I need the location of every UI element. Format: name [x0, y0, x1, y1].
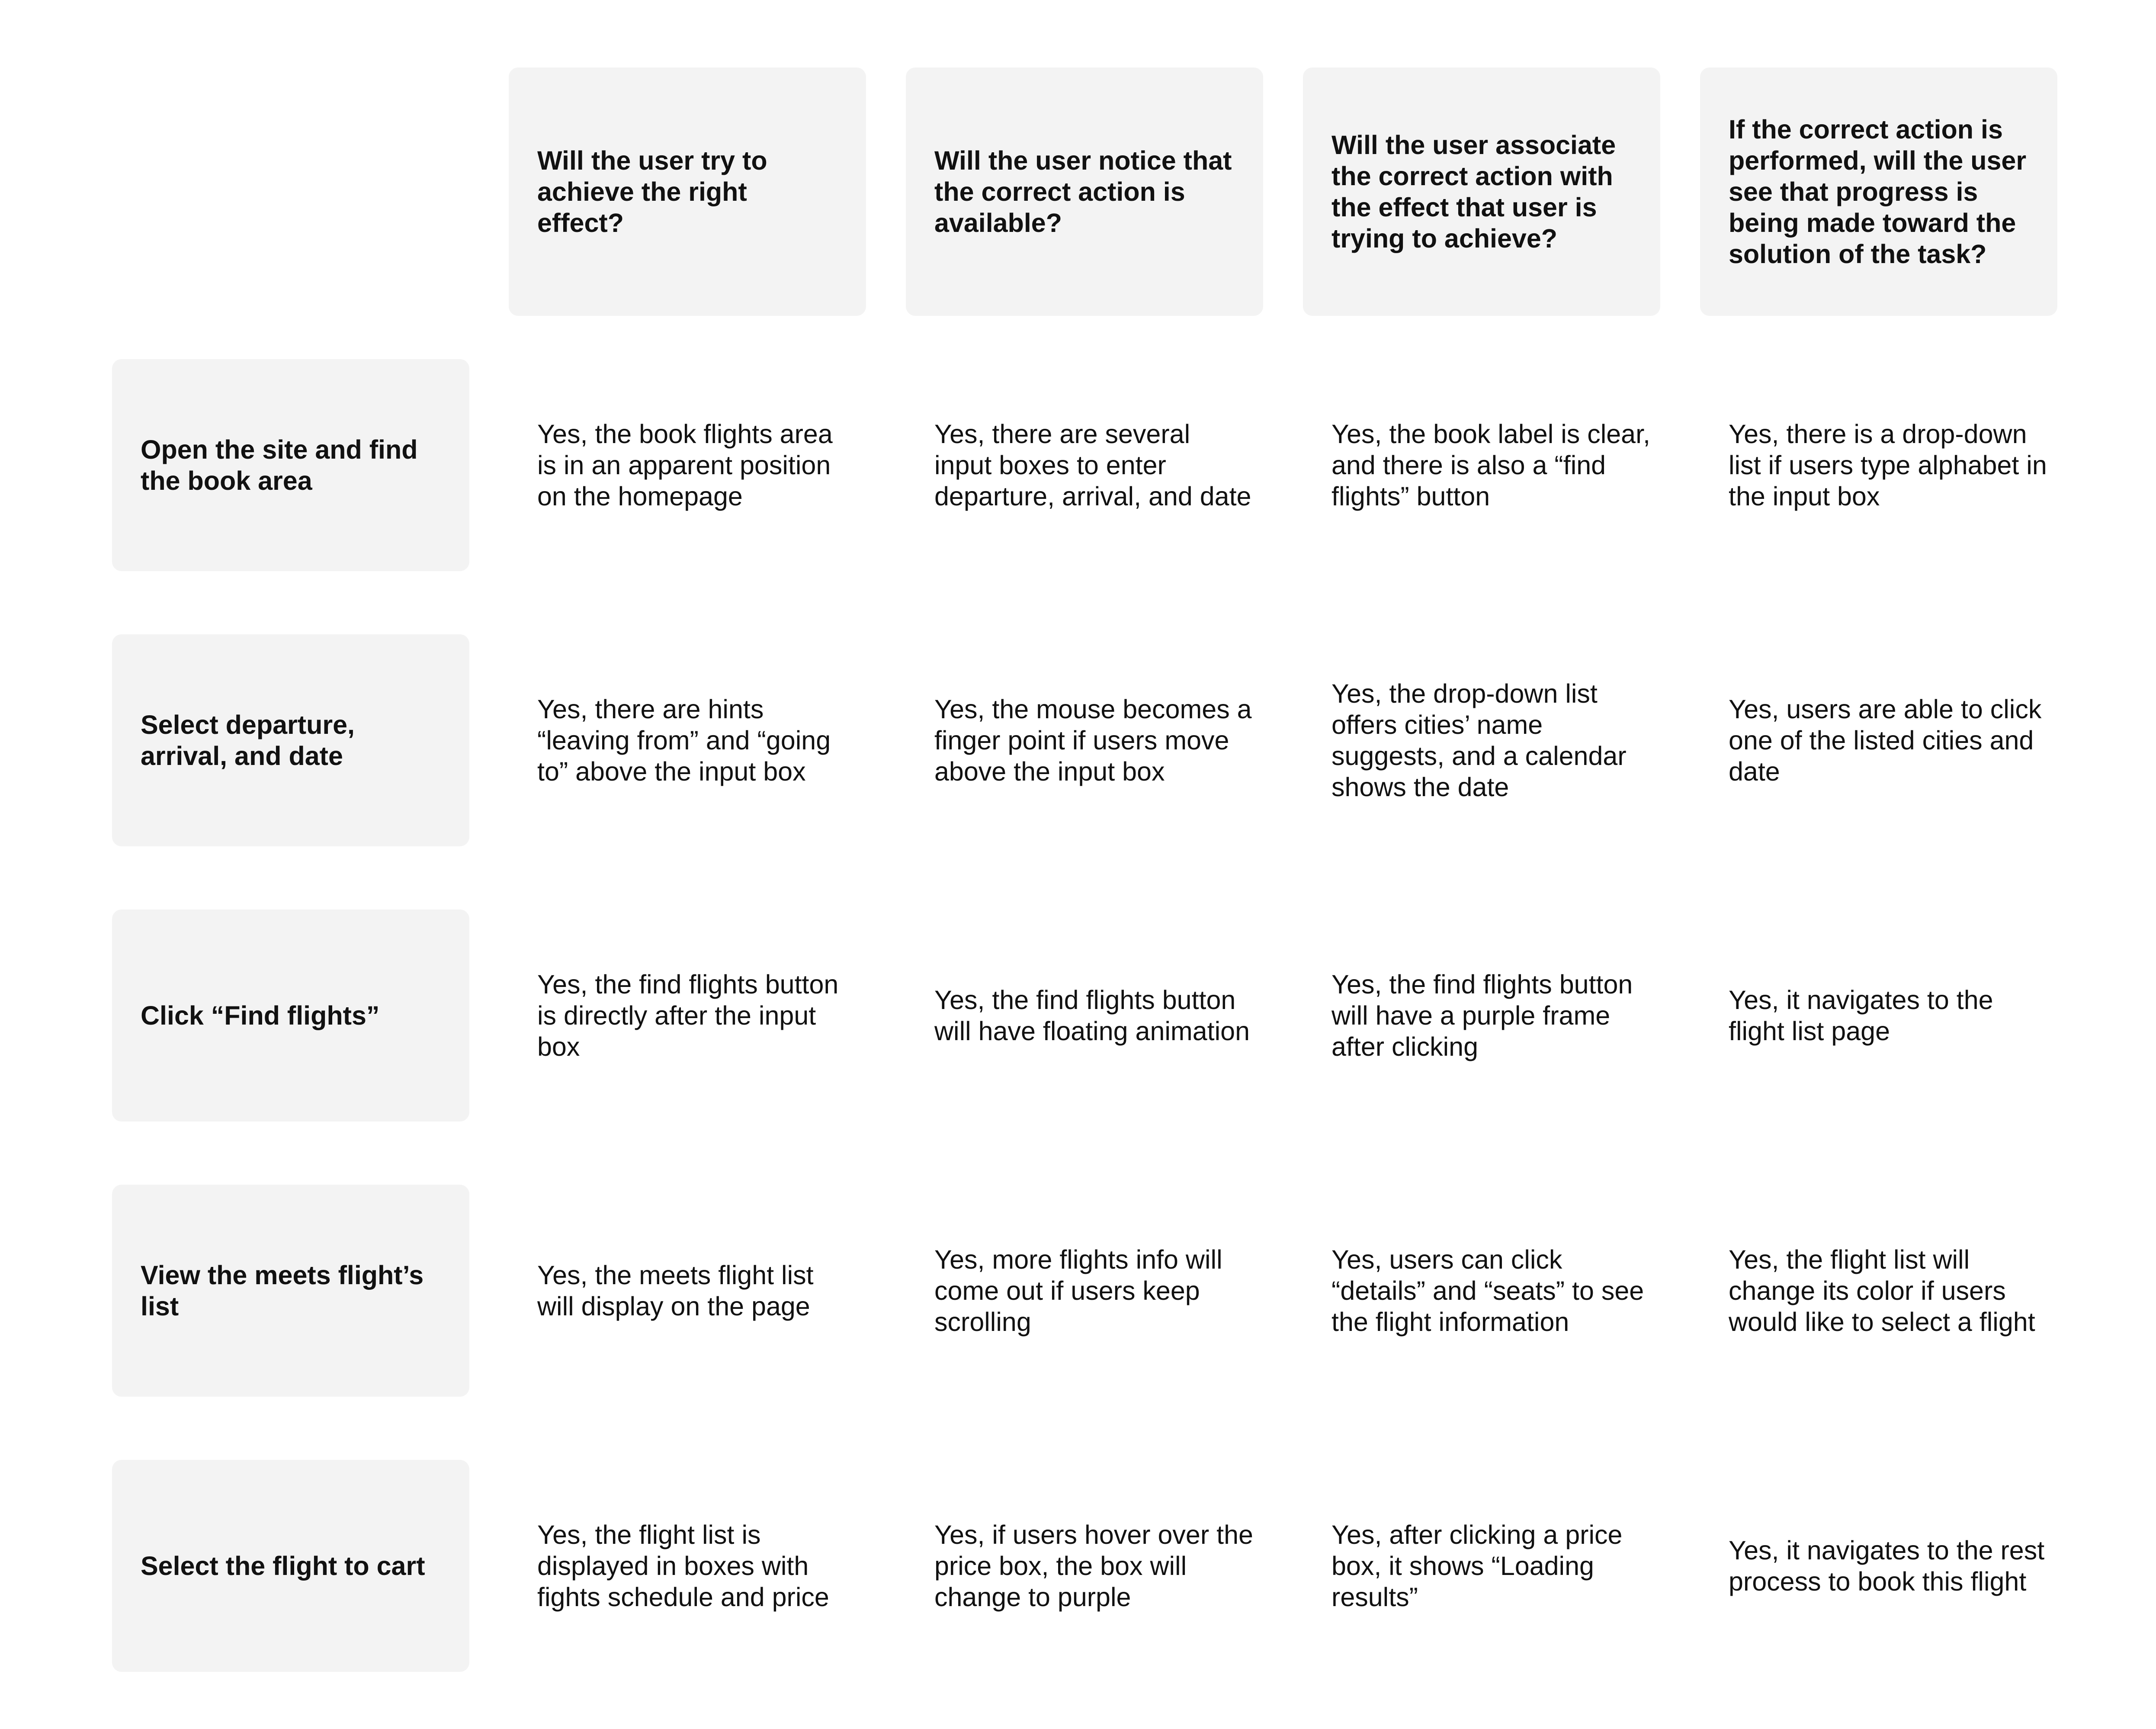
table-cell: [1729, 1185, 2049, 1397]
table-cell: [537, 909, 857, 1122]
cell-text: Yes, users are able to click one of the listed cities and date: [1729, 694, 2042, 786]
column-header-text: Will the user associate the correct action with the effect that user is trying to achieve?: [1331, 130, 1616, 253]
table-cell: [934, 1185, 1254, 1397]
row-label-text: Click “Find flights”: [141, 1001, 380, 1030]
table-cell: [1331, 1460, 1652, 1672]
table-cell: [1331, 909, 1652, 1122]
cell-text: Yes, if users hover over the price box, the box will change to purple: [934, 1520, 1253, 1612]
cell-text: Yes, more flights info will come out if users keep scrolling: [934, 1245, 1222, 1337]
column-header-4: [1700, 67, 2057, 316]
cell-text: Yes, it navigates to the flight list page: [1729, 985, 1993, 1046]
cell-text: Yes, there are hints “leaving from” and “going to” above the input box: [537, 694, 831, 786]
cell-text: Yes, users can click “details” and “seats” to see the flight information: [1331, 1245, 1644, 1337]
cell-text: Yes, the find flights button will have floating animation: [934, 985, 1250, 1046]
cell-text: Yes, the meets flight list will display on the page: [537, 1260, 814, 1321]
table-cell: [1729, 909, 2049, 1122]
cell-text: Yes, after clicking a price box, it shows “Loading results”: [1331, 1520, 1623, 1612]
cell-text: Yes, the flight list will change its color if users would like to select a flight: [1729, 1245, 2035, 1337]
row-label-text: Open the site and find the book area: [141, 435, 418, 495]
column-header-text: Will the user notice that the correct action is available?: [934, 146, 1232, 238]
row-label-2: [112, 634, 469, 846]
cell-text: Yes, the find flights button is directly after the input box: [537, 970, 839, 1061]
cell-text: Yes, the drop-down list offers cities’ name suggests, and a calendar shows the date: [1331, 679, 1627, 802]
cell-text: Yes, there are several input boxes to enter departure, arrival, and date: [934, 419, 1251, 511]
row-label-5: [112, 1460, 469, 1672]
table-cell: [1331, 634, 1652, 846]
table-cell: [537, 634, 857, 846]
row-label-text: Select the flight to cart: [141, 1551, 425, 1581]
table-cell: [1729, 359, 2049, 571]
row-label-text: Select departure, arrival, and date: [141, 710, 355, 771]
table-cell: [934, 909, 1254, 1122]
table-cell: [934, 634, 1254, 846]
table-cell: [537, 1185, 857, 1397]
cell-text: Yes, the mouse becomes a finger point if users move above the input box: [934, 694, 1252, 786]
row-label-text: View the meets flight’s list: [141, 1260, 424, 1321]
table-cell: [934, 1460, 1254, 1672]
table-cell: [537, 359, 857, 571]
table-cell: [1331, 1185, 1652, 1397]
cell-text: Yes, it navigates to the rest process to book this flight: [1729, 1536, 2045, 1596]
column-header-1: [509, 67, 866, 316]
cell-text: Yes, there is a drop-down list if users type alphabet in the input box: [1729, 419, 2047, 511]
table-cell: [537, 1460, 857, 1672]
row-label-1: [112, 359, 469, 571]
cell-text: Yes, the book label is clear, and there is also a “find flights” button: [1331, 419, 1651, 511]
column-header-text: If the correct action is performed, will the user see that progress is being made toward the solution of the task?: [1729, 115, 2027, 269]
cell-text: Yes, the find flights button will have a purple frame after clicking: [1331, 970, 1633, 1061]
column-header-2: [906, 67, 1263, 316]
table-cell: [1331, 359, 1652, 571]
table-cell: [1729, 634, 2049, 846]
column-header-3: [1303, 67, 1660, 316]
table-cell: [934, 359, 1254, 571]
column-header-text: Will the user try to achieve the right effect?: [537, 146, 767, 238]
cell-text: Yes, the flight list is displayed in boxes with fights schedule and price: [537, 1520, 829, 1612]
row-label-4: [112, 1185, 469, 1397]
row-label-3: [112, 909, 469, 1122]
cell-text: Yes, the book flights area is in an apparent position on the homepage: [537, 419, 833, 511]
table-cell: [1729, 1460, 2049, 1672]
